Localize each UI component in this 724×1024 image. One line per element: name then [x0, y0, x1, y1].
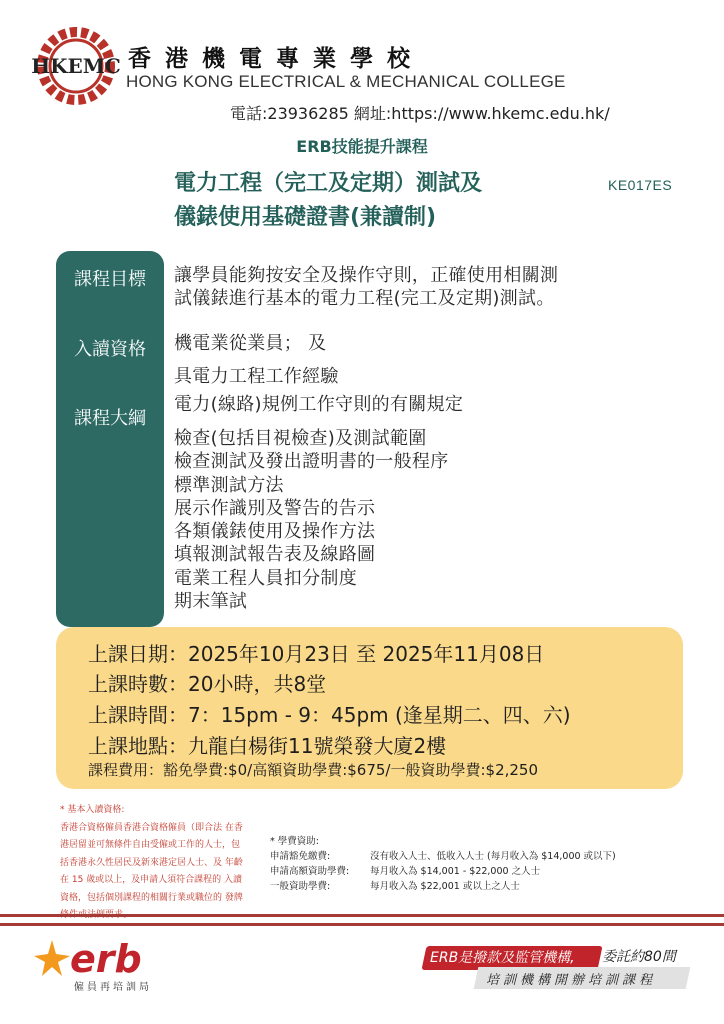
subsidy-info — [270, 834, 616, 894]
subsidy-value: 每月收入為 $22,001 或以上之人士 — [370, 881, 520, 892]
erb-logo-text: erb — [70, 937, 142, 981]
erb-banner-grey-text: 培訓機構開辦培訓課程 — [486, 973, 657, 988]
syllabus-item: 期末筆試 — [174, 591, 248, 613]
course-title-line2: 儀錶使用基礎證書(兼讀制) — [174, 205, 437, 230]
subsidy-row — [270, 879, 616, 894]
contact-info: 電話:23936285 網址:https://www.hkemc.edu.hk/ — [230, 104, 610, 123]
objective-text — [174, 264, 558, 310]
subsidy-heading: * 學費資助: — [270, 836, 319, 847]
objective-line1: 讓學員能夠按安全及操作守則，正確使用相關測 — [174, 265, 559, 286]
syllabus-label: 課程大綱 — [74, 408, 146, 429]
schedule-venue: 上課地點：九龍白楊街11號榮發大廈2樓 — [88, 734, 447, 758]
erb-banner-red-text: ERB是撥款及監管機構, — [430, 950, 575, 966]
subsidy-value: 沒有收入人士、低收入人士 (每月收入為 $14,000 或以下) — [370, 851, 616, 862]
schedule-fees: 課程費用：豁免學費:$0/高額資助學費:$675/一般資助學費:$2,250 — [88, 761, 539, 779]
note-line: 港居留並可無條件自由受僱或工作的人士，包 — [60, 840, 241, 850]
syllabus-item: 各類儀錶使用及操作方法 — [174, 521, 376, 543]
erb-subtitle: 僱員再培訓局 — [74, 982, 152, 993]
objective-label: 課程目標 — [74, 269, 146, 290]
note-heading: * 基本入讀資格: — [60, 805, 125, 815]
schedule-time: 上課時間：7：15pm - 9：45pm (逢星期二、四、六) — [88, 703, 571, 727]
subsidy-row — [270, 849, 616, 864]
note-line: 在 15 歲或以上，及申請人須符合課程的 入讀 — [60, 875, 243, 885]
course-code: KE017ES — [608, 177, 673, 193]
note-line: 括香港永久性居民及新來港定居人士、及 年齡 — [60, 857, 243, 868]
erb-banner-right-text: 委託約80間 — [602, 949, 676, 965]
course-title-line1: 電力工程（完工及定期）測試及 — [174, 171, 483, 196]
footer-divider-top — [0, 914, 724, 917]
schedule-hours: 上課時數：20小時，共8堂 — [88, 672, 327, 696]
syllabus-first-item: 電力(線路)規例工作守則的有關規定 — [174, 394, 464, 415]
college-name-zh: 香港機電專業學校 — [128, 45, 424, 72]
section-label-panel — [56, 251, 164, 627]
syllabus-item: 電業工程人員扣分制度 — [174, 567, 357, 589]
entry-line2: 具電力工程工作經驗 — [174, 366, 339, 387]
erb-star-icon — [34, 940, 70, 976]
logo-text: HKEMC — [31, 54, 121, 78]
subsidy-label: 申請高額資助學費: — [270, 866, 350, 877]
schedule-dates: 上課日期：2025年10月23日 至 2025年11月08日 — [88, 642, 545, 666]
subsidy-value: 每月收入為 $14,001 - $22,000 之人士 — [370, 866, 541, 877]
college-name-en: HONG KONG ELECTRICAL & MECHANICAL COLLEGE — [126, 72, 566, 91]
program-type: ERB技能提升課程 — [296, 137, 428, 156]
syllabus-item: 檢查測試及發出證明書的一般程序 — [174, 451, 449, 473]
syllabus-list — [174, 427, 449, 613]
hkemc-logo — [28, 26, 124, 108]
note-line: 資格，包括個別課程的相關行業或職位的 發牌 — [60, 892, 243, 903]
subsidy-label: 申請豁免繳費: — [270, 851, 331, 862]
footer-divider-bottom — [0, 923, 724, 926]
subsidy-row — [270, 864, 616, 879]
course-title — [174, 167, 482, 235]
objective-line2: 試儀錶進行基本的電力工程(完工及定期)測試。 — [174, 288, 555, 309]
entry-line1: 機電業從業員； 及 — [174, 333, 327, 354]
subsidy-label: 一般資助學費: — [270, 881, 331, 892]
entry-text — [174, 327, 339, 393]
entry-label: 入讀資格 — [74, 339, 146, 360]
entry-requirements-note — [60, 802, 266, 925]
syllabus-item: 標準測試方法 — [174, 474, 284, 496]
syllabus-item: 填報測試報告表及線路圖 — [174, 544, 376, 566]
note-line: 香港合資格僱員香港合資格僱員（即合法 在香 — [60, 822, 243, 833]
syllabus-item: 展示作識別及警告的告示 — [174, 497, 376, 519]
syllabus-item: 檢查(包括目視檢查)及測試範圍 — [174, 428, 427, 449]
